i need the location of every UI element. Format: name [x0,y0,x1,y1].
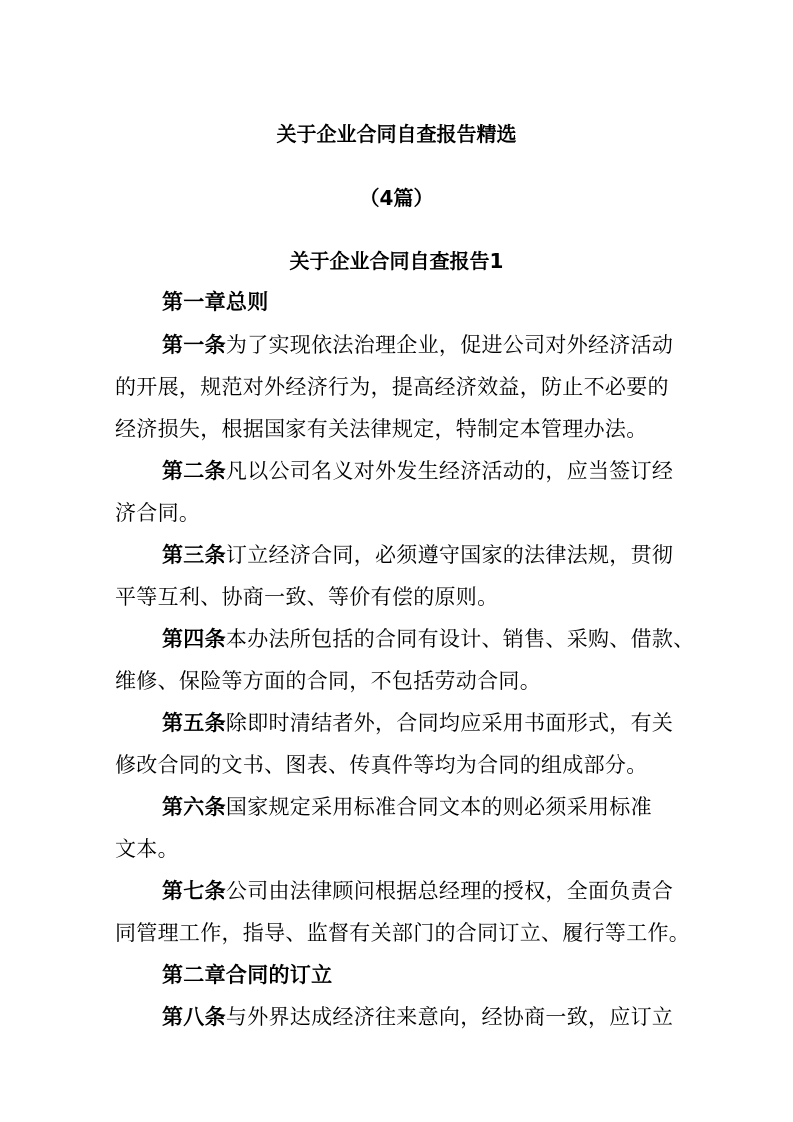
article-text: 除即时清结者外，合同均应采用书面形式，有关 [225,711,674,735]
article-1-line-1 [162,331,675,359]
article-6-line-1 [162,793,675,821]
article-4-line-2: 维修、保险等方面的合同，不包括劳动合同。 [115,669,541,693]
article-text: 为了实现依法治理企业，促进公司对外经济活动 [225,333,674,357]
article-7-line-2: 同管理工作，指导、监督有关部门的合同订立、履行等工作。 [115,921,691,945]
article-label: 第三条 [162,543,226,567]
article-label: 第八条 [162,1005,226,1029]
article-2-line-2: 济合同。 [115,501,201,525]
article-5-line-2: 修改合同的文书、图表、传真件等均为合同的组成部分。 [115,753,648,777]
article-label: 第四条 [162,627,226,651]
article-label: 第七条 [162,879,226,903]
document-subtitle-count: （4篇） [359,186,434,210]
article-text: 与外界达成经济往来意向，经协商一致，应订立 [225,1005,674,1029]
article-text: 凡以公司名义对外发生经济活动的，应当签订经 [225,459,674,483]
article-3-line-2: 平等互利、协商一致、等价有偿的原则。 [115,585,499,609]
article-5-line-1 [162,709,675,737]
article-2-line-1 [162,457,675,485]
article-label: 第六条 [162,795,226,819]
article-label: 第二条 [162,459,226,483]
article-4-line-1 [162,625,695,653]
article-label: 第一条 [162,333,226,357]
article-6-line-2: 文本。 [115,837,179,861]
article-3-line-1 [162,541,675,569]
article-7-line-1 [162,877,675,905]
article-1-line-3: 经济损失，根据国家有关法律规定，特制定本管理办法。 [115,417,648,441]
article-label: 第五条 [162,711,226,735]
chapter-heading: 第一章总则 [162,290,269,314]
article-text: 公司由法律顾问根据总经理的授权，全面负责合 [225,879,674,903]
document-title: 关于企业合同自查报告精选 [276,122,517,146]
chapter-heading: 第二章合同的订立 [162,963,333,987]
article-text: 订立经济合同，必须遵守国家的法律法规，贯彻 [225,543,674,567]
section-title: 关于企业合同自查报告1 [289,249,504,273]
article-text: 本办法所包括的合同有设计、销售、采购、借款、 [225,627,695,651]
article-8-line-1 [162,1003,675,1031]
article-text: 国家规定采用标准合同文本的则必须采用标准 [225,795,652,819]
article-1-line-2: 的开展，规范对外经济行为，提高经济效益，防止不必要的 [115,375,669,399]
